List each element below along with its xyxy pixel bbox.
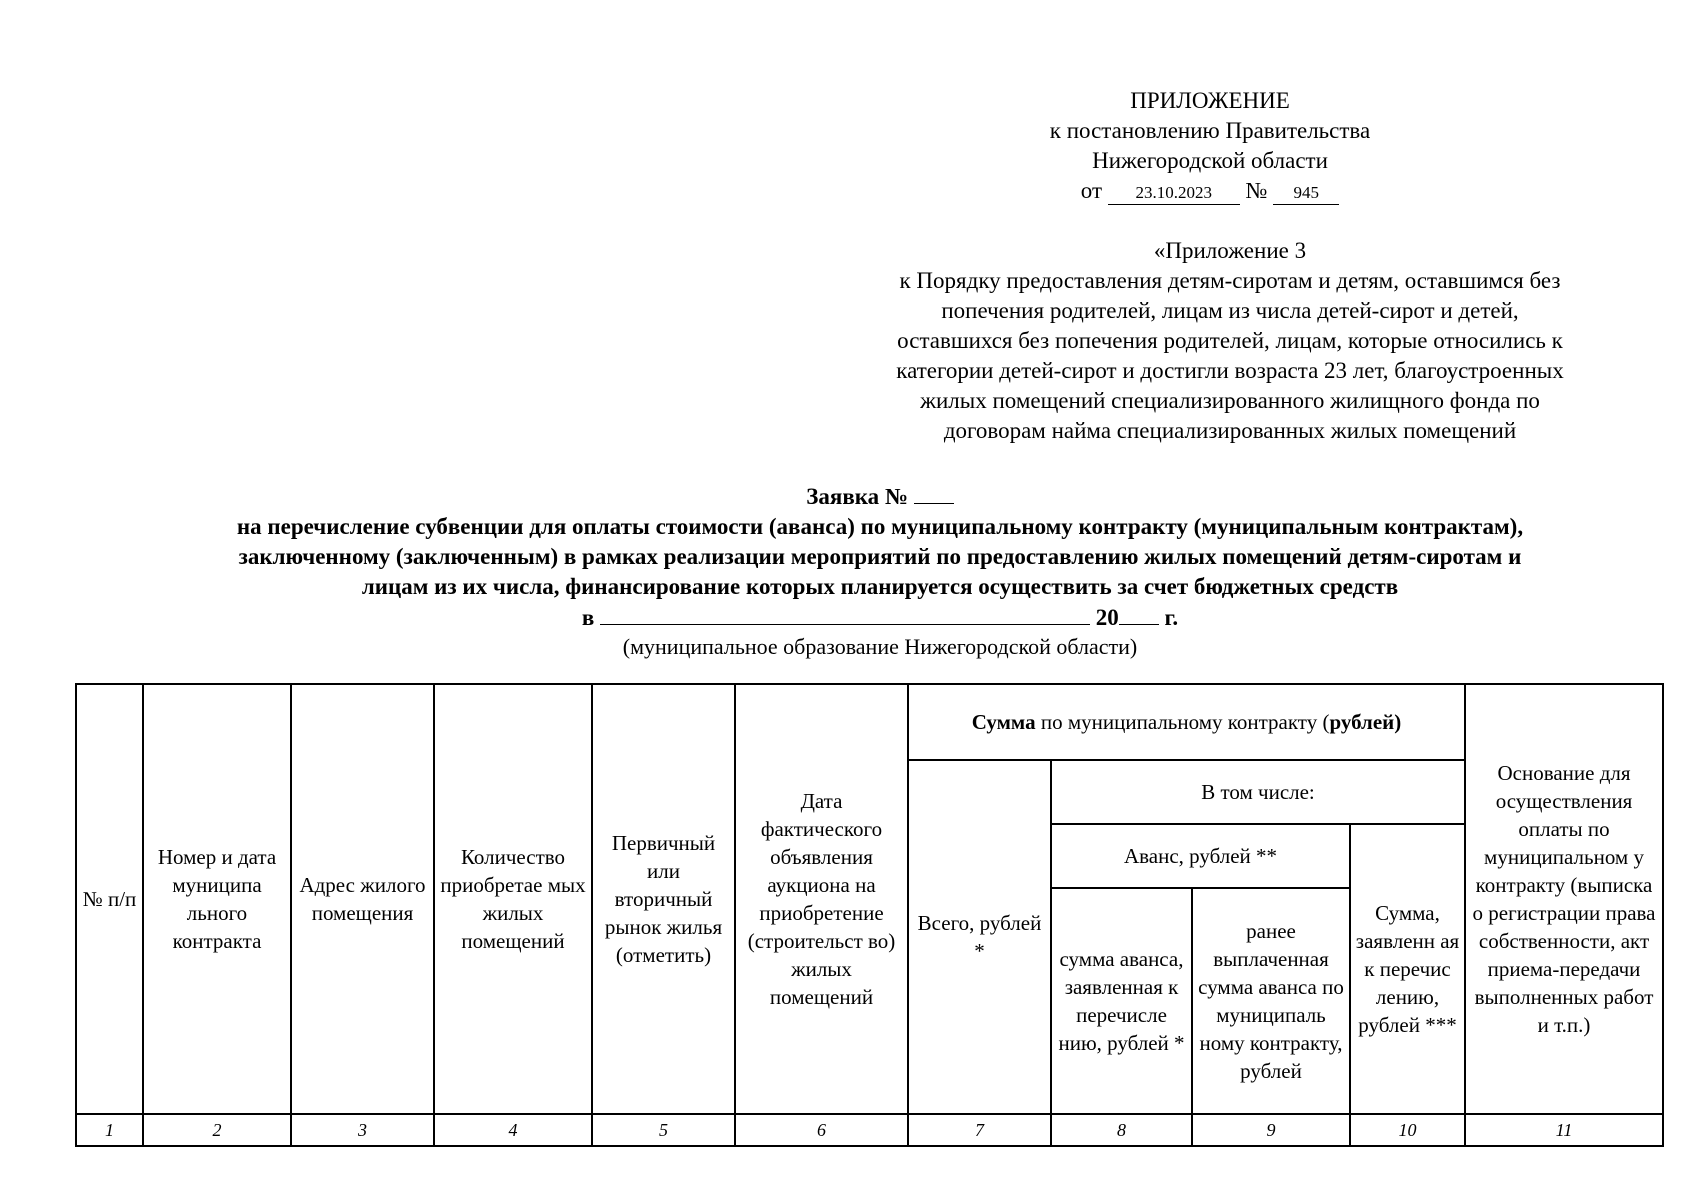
from-label: от [1080,178,1103,203]
column-numbers-row [76,1114,1663,1146]
header-advance-paid-earlier: ранее выплаченная сумма аванса по муниципаль ному контракту, рублей [1192,888,1350,1114]
header-auction-date: Дата фактического объявления аукциона на приобретение (строительст во) жилых помещений [735,684,908,1114]
header-total: Всего, рублей * [908,760,1051,1114]
title-line: заключенному (заключенным) в рамках реализации мероприятий по предоставлению жилых помещений детям-сиротам и [238,544,1522,569]
municipality-caption: (муниципальное образование Нижегородской области) [622,634,1138,659]
header-contract-sum [908,684,1465,760]
application-heading-text: Заявка № [806,484,909,509]
year-suffix: г. [1164,605,1179,630]
appendix-3-header [830,236,1630,446]
header-contract-number-date: Номер и дата муниципа льного контракта [143,684,291,1114]
column-number: 6 [735,1114,908,1146]
appendix-line: оставшихся без попечения родителей, лицам, которые относились к [897,328,1563,353]
appendix-line: жилых помещений специализированного жилищного фонда по [920,388,1540,413]
year-prefix: 20 [1095,605,1119,630]
application-heading [60,481,1697,512]
column-number: 8 [1051,1114,1192,1146]
column-number: 10 [1350,1114,1465,1146]
appendix-line: «Приложение 3 [1153,238,1307,263]
header-advance: Аванс, рублей ** [1051,824,1350,888]
title-line: на перечисление субвенции для оплаты стоимости (аванса) по муниципальному контракту (муниципальным контрактам), [236,514,1524,539]
header-quantity: Количество приобретае мых жилых помещений [434,684,592,1114]
header-market-type: Первичный или вторичный рынок жилья (отметить) [592,684,735,1114]
column-number: 5 [592,1114,735,1146]
year-blank [1119,602,1159,625]
resolution-line-2: Нижегородской области [1092,148,1328,173]
appendix-line: к Порядку предоставления детям-сиротам и детям, оставшимся без [899,268,1561,293]
application-table [75,683,1664,1147]
title-line: лицам из их числа, финансирование которых планируется осуществить за счет бюджетных средств [361,574,1399,599]
column-number: 7 [908,1114,1051,1146]
header-including: В том числе: [1051,760,1465,824]
resolution-header [1000,86,1420,206]
sum-bold-currency: рублей) [1329,710,1402,734]
appendix-line: договорам найма специализированных жилых помещений [943,418,1517,443]
header-row-number: № п/п [76,684,143,1114]
column-number: 3 [291,1114,434,1146]
header-address: Адрес жилого помещения [291,684,434,1114]
column-number: 2 [143,1114,291,1146]
municipality-line [60,602,1697,633]
appendix-line: попечения родителей, лицам из числа детей-сирот и детей, [941,298,1519,323]
column-number: 11 [1465,1114,1663,1146]
application-title [60,481,1697,661]
number-label: № [1245,178,1268,203]
column-number: 4 [434,1114,592,1146]
header-payment-basis: Основание для осуществления оплаты по муниципальном у контракту (выписка о регистрации права собственности, акт приема-передачи выполненных работ и т.п.) [1465,684,1663,1114]
column-number: 9 [1192,1114,1350,1146]
municipality-blank [600,602,1090,625]
application-number-blank [914,481,954,504]
header-advance-claimed: сумма аванса, заявленная к перечисле нию, рублей * [1051,888,1192,1114]
resolution-date: 23.10.2023 [1108,182,1240,205]
sum-bold-word: Сумма [971,710,1036,734]
resolution-number: 945 [1273,182,1339,205]
header-sum-claimed: Сумма, заявленн ая к перечис лению, рублей *** [1350,824,1465,1114]
appendix-title: ПРИЛОЖЕНИЕ [1130,88,1290,113]
sum-text: по муниципальному контракту ( [1035,710,1330,734]
column-number: 1 [76,1114,143,1146]
resolution-date-line [1000,176,1420,206]
in-label: в [581,605,595,630]
resolution-line-1: к постановлению Правительства [1049,118,1371,143]
appendix-line: категории детей-сирот и достигли возраста 23 лет, благоустроенных [896,358,1564,383]
